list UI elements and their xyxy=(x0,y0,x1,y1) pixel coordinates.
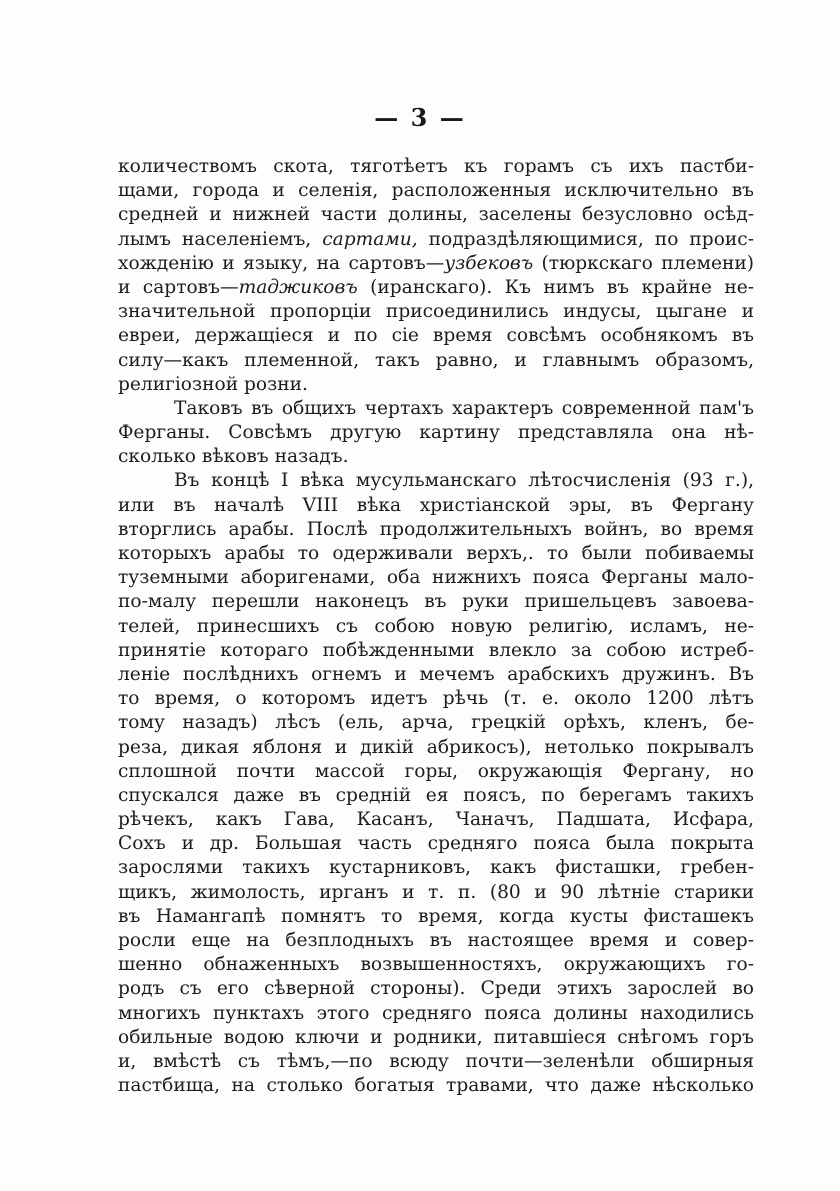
text-line xyxy=(118,276,754,300)
text-segment: росли еще на безплодныхъ въ настоящее время и совер- xyxy=(118,930,754,951)
body-text xyxy=(118,155,754,1098)
text-line xyxy=(118,179,754,203)
text-segment: въ Намангапѣ помнятъ то время, когда кусты фисташекъ xyxy=(118,905,754,927)
text-line xyxy=(118,905,754,929)
italic-term: сартами, xyxy=(322,228,418,250)
text-segment: Ферганы. Совсѣмъ другую картину представляла она нѣ- xyxy=(118,422,754,444)
text-segment: Сохъ и др. Большая часть средняго пояса была покрыта xyxy=(118,833,754,855)
text-segment: лымъ населеніемъ, xyxy=(118,228,323,250)
text-line xyxy=(118,881,754,905)
text-line xyxy=(118,445,754,469)
text-segment: (иранскаго). Къ нимъ въ крайне не- xyxy=(357,276,754,298)
text-segment: сколько вѣковъ назадъ. xyxy=(118,446,349,468)
text-line xyxy=(118,566,754,590)
text-segment: зарослями такихъ кустарниковъ, какъ фисташки, гребен- xyxy=(118,857,754,879)
text-line xyxy=(118,203,754,227)
text-segment: хожденію и языку, на сартовъ— xyxy=(118,252,445,274)
text-segment: то время, о которомъ идетъ рѣчь (т. е. около 1200 лѣтъ xyxy=(118,688,754,710)
text-segment: по-малу перешли наконецъ въ руки пришельцевъ завоева- xyxy=(118,591,754,613)
text-segment: родъ съ его сѣверной стороны). Среди этихъ зарослей во xyxy=(118,978,754,1000)
text-line xyxy=(118,1002,754,1026)
text-line xyxy=(118,590,754,614)
text-segment: или въ началѣ VIII вѣка христіанской эры, въ Фергану xyxy=(118,494,754,516)
text-segment: количествомъ скота, тяготѣетъ къ горамъ съ ихъ пастби- xyxy=(118,156,754,177)
text-line xyxy=(118,518,754,542)
text-line xyxy=(118,397,754,421)
text-segment: Таковъ въ общихъ чертахъ характеръ современной пам'ъ xyxy=(174,397,754,419)
text-line xyxy=(118,155,754,179)
text-segment: туземными аборигенами, оба нижнихъ пояса Ферганы мало- xyxy=(118,567,754,589)
text-line xyxy=(118,252,754,276)
text-line xyxy=(118,760,754,784)
text-segment: щами, города и селенія, расположенныя исключительно въ xyxy=(118,180,754,202)
text-line xyxy=(118,711,754,735)
text-line xyxy=(118,542,754,566)
text-line xyxy=(118,977,754,1001)
italic-term: узбековъ xyxy=(444,252,534,274)
text-segment: и, вмѣстѣ съ тѣмъ,—по всюду почти—зеленѣли обширныя xyxy=(118,1050,754,1072)
text-segment: которыхъ арабы то одерживали верхъ,. то были побиваемы xyxy=(118,543,754,564)
text-line xyxy=(118,349,754,373)
text-line xyxy=(118,421,754,445)
text-segment: реза, дикая яблоня и дикій абрикосъ), нетолько покрывалъ xyxy=(118,736,754,758)
text-line xyxy=(118,373,754,397)
text-segment: тому назадъ) лѣсъ (ель, арча, грецкій орѣхъ, кленъ, бе- xyxy=(118,712,754,734)
text-line xyxy=(118,324,754,348)
text-segment: телей, принесшихъ съ собою новую религію, исламъ, не- xyxy=(118,615,754,637)
text-line xyxy=(118,228,754,252)
text-line xyxy=(118,639,754,663)
italic-term: таджиковъ xyxy=(238,276,358,298)
text-line xyxy=(118,1074,754,1098)
text-line xyxy=(118,663,754,687)
text-line xyxy=(118,1026,754,1050)
text-line xyxy=(118,784,754,808)
text-line xyxy=(118,300,754,324)
text-segment: принятіе котораго побѣжденными влекло за собою истреб- xyxy=(118,639,754,661)
text-segment: шенно обнаженныхъ возвышенностяхъ, окружающихъ го- xyxy=(118,954,754,976)
text-segment: обильные водою ключи и родники, питавшіеся снѣгомъ горъ xyxy=(118,1026,754,1048)
text-line xyxy=(118,494,754,518)
text-segment: многихъ пунктахъ этого средняго пояса долины находились xyxy=(118,1002,754,1024)
text-line xyxy=(118,953,754,977)
text-line xyxy=(118,1050,754,1074)
text-segment: пастбища, на столько богатыя травами, что даже нѣсколько xyxy=(118,1075,754,1097)
text-segment: вторглись арабы. Послѣ продолжительныхъ войнъ, во время xyxy=(118,518,754,540)
text-line xyxy=(118,736,754,760)
text-line xyxy=(118,808,754,832)
text-segment: средней и нижней части долины, заселены безусловно осѣд- xyxy=(118,204,754,226)
text-line xyxy=(118,687,754,711)
text-segment: спускался даже въ средній ея поясъ, по берегамъ такихъ xyxy=(118,784,754,806)
text-segment: Въ концѣ I вѣка мусульманскаго лѣтосчисленія (93 г.), xyxy=(174,470,754,492)
text-line xyxy=(118,832,754,856)
text-segment: евреи, держащіеся и по сіе время совсѣмъ особнякомъ въ xyxy=(118,325,754,347)
text-segment: (тюркскаго племени) xyxy=(533,252,755,274)
text-segment: рѣчекъ, какъ Гава, Касанъ, Чаначъ, Падшата, Исфара, xyxy=(118,809,754,831)
text-segment: сплошной почти массой горы, окружающія Фергану, но xyxy=(118,760,754,782)
text-segment: и сартовъ— xyxy=(118,276,239,298)
text-segment: религіозной розни. xyxy=(118,373,308,395)
page-number: — 3 — xyxy=(374,103,466,132)
text-segment: подраздѣляющимися, по проис- xyxy=(417,228,754,250)
text-segment: леніе послѣднихъ огнемъ и мечемъ арабскихъ дружинъ. Въ xyxy=(118,663,754,685)
text-segment: силу—какъ племенной, такъ равно, и главнымъ образомъ, xyxy=(118,349,754,371)
text-segment: значительной пропорціи присоединились индусы, цыгане и xyxy=(118,301,754,323)
text-line xyxy=(118,469,754,493)
text-segment: щикъ, жимолость, ирганъ и т. п. (80 и 90 лѣтніе старики xyxy=(118,881,754,903)
text-line xyxy=(118,615,754,639)
text-line xyxy=(118,929,754,953)
text-line xyxy=(118,856,754,880)
